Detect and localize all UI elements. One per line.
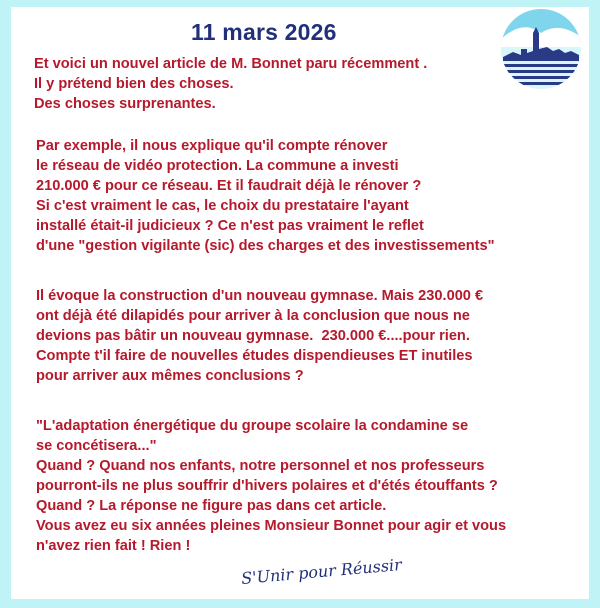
paragraph-gymnase: Il évoque la construction d'un nouveau gymnase. Mais 230.000 € ont déjà été dilapidés pour arriver à la conclusion que nous ne devions pas bâtir un nouveau gymnase. 230.000 €....pour rien. Compte t'il faire de nouvelles études dispendieuses ET inutiles pour arriver aux mêmes conclusions ? <box>36 288 484 384</box>
post-date: 11 mars 2026 <box>191 19 337 45</box>
village-church-logo-icon <box>501 9 581 89</box>
paragraph-video-protection: Par exemple, il nous explique qu'il compte rénover le réseau de vidéo protection. La commune a investi 210.000 € pour ce réseau. Et il faudrait déjà le rénover ? Si c'est vraiment le cas, le choix du prestataire l'ayant installé était-il judicieux ? Ce n'est pas vraiment le reflet d'une "gestion vigilante (sic) des charges et des investissements" <box>36 138 495 254</box>
article-card <box>11 7 589 599</box>
paragraph-groupe-scolaire: "L'adaptation énergétique du groupe scolaire la condamine se se concétisera..." Quand ? Quand nos enfants, notre personnel et nos professeurs pourront-ils ne plus souffrir d'hivers polaires et d'étés étouffants ? Quand ? La réponse ne figure pas dans cet article. Vous avez eu six années pleines Monsieur Bonnet pour agir et vous n'avez rien fait ! Rien ! <box>36 418 507 554</box>
signature-slogan: S'Unir pour Réussir <box>240 555 403 588</box>
paragraph-intro: Et voici un nouvel article de M. Bonnet paru récemment . Il y prétend bien des choses. Des choses surprenantes. <box>34 56 428 112</box>
